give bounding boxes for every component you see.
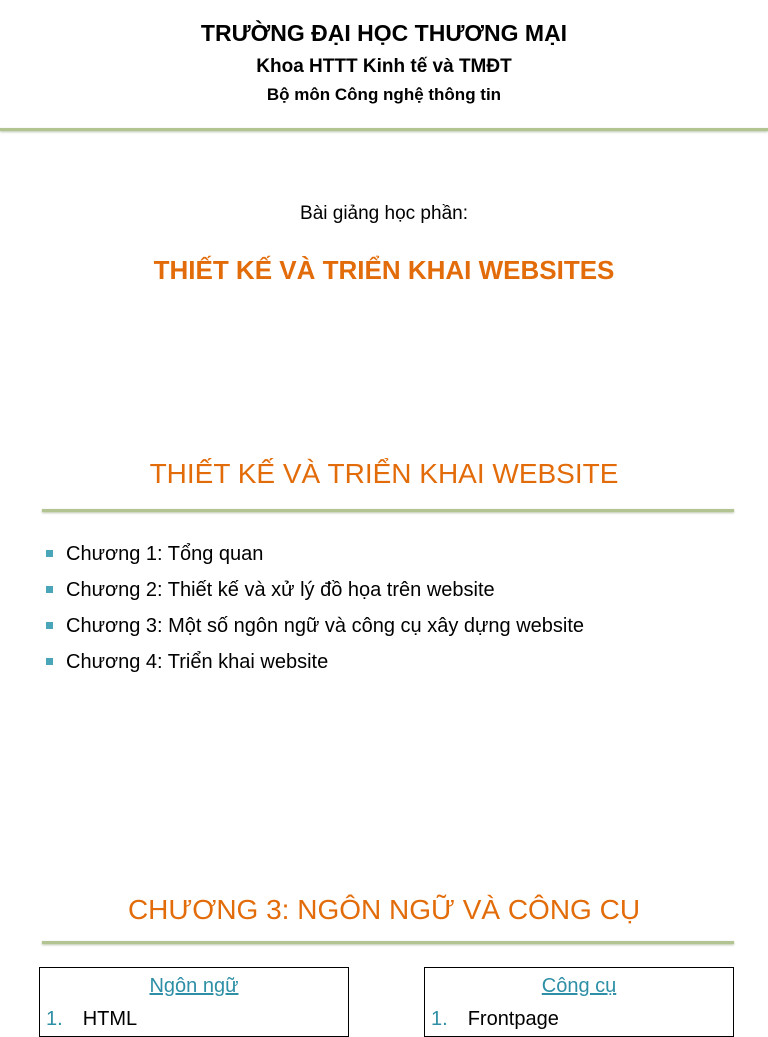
title-slide bbox=[0, 0, 768, 420]
university-name: TRƯỜNG ĐẠI HỌC THƯƠNG MẠI bbox=[200, 20, 568, 46]
square-bullet-icon bbox=[46, 622, 53, 629]
tools-box bbox=[424, 967, 734, 1037]
chapter-list bbox=[46, 540, 584, 684]
course-title: THIẾT KẾ VÀ TRIỂN KHAI WEBSITES bbox=[153, 255, 615, 285]
list-item bbox=[46, 1008, 137, 1031]
list-item bbox=[431, 1008, 559, 1031]
header-divider bbox=[0, 128, 768, 131]
chapter3-divider bbox=[42, 941, 734, 944]
chapter3-slide bbox=[0, 860, 768, 1030]
chapter-label: Chương 4: Triển khai website bbox=[66, 651, 329, 673]
list-item bbox=[46, 648, 584, 684]
chapter-label: Chương 3: Một số ngôn ngữ và công cụ xây dựng website bbox=[66, 615, 585, 637]
department-name: Bộ môn Công nghệ thông tin bbox=[266, 85, 502, 104]
item-number: 1. bbox=[46, 1008, 63, 1030]
item-text: Frontpage bbox=[467, 1008, 559, 1030]
chapter-label: Chương 2: Thiết kế và xử lý đồ họa trên website bbox=[66, 579, 495, 601]
square-bullet-icon bbox=[46, 658, 53, 665]
languages-heading[interactable]: Ngôn ngữ bbox=[149, 975, 239, 997]
faculty-name: Khoa HTTT Kinh tế và TMĐT bbox=[256, 56, 512, 77]
course-subtitle: Bài giảng học phần: bbox=[300, 203, 468, 224]
contents-title: THIẾT KẾ VÀ TRIỂN KHAI WEBSITE bbox=[149, 458, 619, 489]
chapter3-title: CHƯƠNG 3: NGÔN NGỮ VÀ CÔNG CỤ bbox=[127, 894, 641, 925]
square-bullet-icon bbox=[46, 550, 53, 557]
contents-divider bbox=[42, 509, 734, 512]
list-item bbox=[46, 576, 584, 612]
square-bullet-icon bbox=[46, 586, 53, 593]
chapter-label: Chương 1: Tổng quan bbox=[66, 543, 264, 565]
item-text: HTML bbox=[82, 1008, 138, 1030]
item-number: 1. bbox=[431, 1008, 448, 1030]
contents-slide bbox=[0, 420, 768, 860]
list-item bbox=[46, 612, 584, 648]
list-item bbox=[46, 540, 584, 576]
tools-heading[interactable]: Công cụ bbox=[541, 975, 617, 997]
languages-box bbox=[39, 967, 349, 1037]
